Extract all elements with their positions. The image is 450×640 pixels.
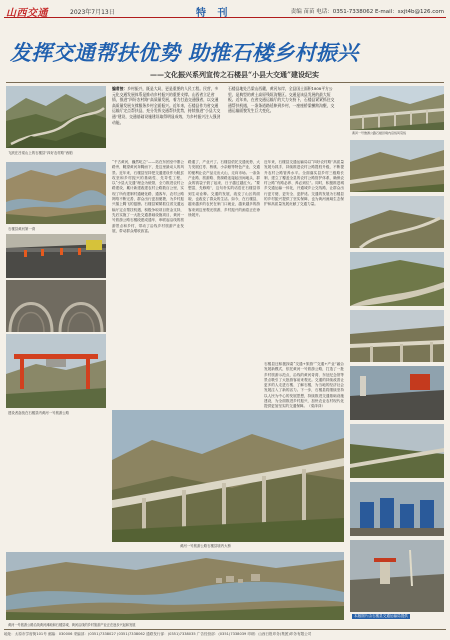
editor-note-label: 编者按： (112, 86, 128, 91)
divider (6, 82, 444, 83)
issue-date: 2023年7月13日 (70, 9, 115, 16)
article-column-4: 石楼县还积极探索“交通+旅游”“交通+产业”融合发展新模式，依托黄河一号旅游公路，打造了一批乡村旅游示范点，沿线的黄河奇湾、东征纪念馆等景点吸引了大批游客前来观光。交通的持续改善让更多的人走进石楼、了解石楼，为当地的经济社会发展注入了新的活力。下一步，石楼县将继续坚持以人民为中心的发展思想，持续推进交通基础设施建设，为全面推进乡村振兴、加快农业农村现代化提供更加坚实的交通保障。（梁泽泽） (264, 362, 344, 408)
photo-right-6 (350, 424, 444, 478)
section-title: 特 刊 (196, 8, 232, 19)
article-column-3: 近年来，石楼县交通运输局以“四好农村路”高质量发展为抓手，持续推进农村公路提档升级，不断提升农村公路管养水平。全面落实县乡村三级路长制，建立了覆盖全县的农村公路管护体系，确保农村公路“有路必养、养必到位”。同时，积极推进城乡交通运输一体化，开通城乡公交线路，让群众出行更方便、更安全、更舒适。交通的发展为石楼县的乡村振兴提供了坚实保障，也为黄河流域生态保护和高质量发展贡献了交通力量。 (264, 160, 344, 207)
photo-right-1 (350, 140, 444, 192)
editor-note-text-2: 石楼县地处吕梁山西麓，黄河东岸，全县国土面积1808平方公里，是典型的黄土高原残垣沟壑区。交通是该县发展的最大短板。近年来，在省交通运输厅的大力支持下，石楼县紧紧抓住交通帮扶机遇，一条条道路延伸到乡村，一座座桥梁横跨沟壑，交通运输面貌发生巨大变化。 (228, 86, 335, 114)
photo-highway-bridge (112, 410, 344, 542)
editor-note-continued (228, 86, 338, 152)
photo-right-3 (350, 252, 444, 306)
photo-right-2 (350, 196, 444, 248)
photo-right-viaduct (350, 86, 444, 130)
photo-mountain-road (6, 86, 106, 148)
editor-note-text: 乡村振兴，既是大局，更是重要的人民工程。民营，多元化交通发展体系是推动乡村振兴的重要支撑。山西省立足省情，推进“四好农村路”高质量发展，着力打造交通强省，以交通高质量发展支撑服务乡村全面振兴。近年来，石楼县作为省交通运输厅定点帮扶县，充分发挥交通帮扶优势，持续推进“小县大交通”建设，交通基础设施建设取得明显成效，为乡村振兴注入强劲动能。 (112, 86, 221, 125)
photo-river-bend (6, 162, 106, 224)
photo-right-5 (350, 366, 444, 420)
newspaper-logo: 山西交通 (6, 8, 48, 19)
page-footer: 地址：太原市学府街101号 邮编：030006 采编部：(0351)7338027 (0351)7338062 通联发行部：(0351)7338035 广告经营部：(0351)7338039 印刷：山西日报印务(集团)印务有限公司 (4, 629, 446, 637)
masthead (4, 4, 446, 18)
photo-caption: 黄河一号旅游公路沿线黄河滩地和石楼县城，黄河沿线的乡村旅游产业正在逐步兴起和发展 (8, 623, 136, 627)
photo-caption: 石楼县黄河第一湾 (8, 227, 36, 231)
photo-caption: 黄河一号旅游公路石楼县境内大桥 (180, 544, 231, 548)
photo-bridge-gantry (6, 334, 106, 408)
photo-right-7 (350, 482, 444, 536)
photo-caption: 黄河一号旅游公路石楼县境内沿线风景线 (352, 131, 407, 135)
editor-note (112, 86, 222, 152)
photo-credit: 本版图片由石楼县交通运输局提供 (354, 614, 408, 618)
editor-info: 责编 苗苗 电话：0351-7338062 E-mail：sxjt4b@126.com (290, 9, 444, 15)
photo-right-4 (350, 310, 444, 362)
photo-yellow-river-town (6, 552, 344, 620)
photo-caption: 建设者奋战在石楼县内黄河一号旅游公路 (8, 411, 70, 415)
photo-right-8 (350, 540, 444, 612)
article-column-1: “千古黄河，巍然屹立”——站在东团至中寨公路旁，眺望黄河奔腾而下，是这里最动人的风景。近年来，石楼县坚持把交通建设作为脱贫攻坚和乡村振兴的基础性、先导性工程，以“小县大交通”理念为统领，全力推进农村公路建设，累计新建改建农村公路数百公里，实现了所有建制村通硬化路、通客车，农村公路网络不断完善，群众出行更加便捷，为乡村振兴插上腾飞的翅膀。石楼县紧紧抓住省交通运输厅定点帮扶机遇，积极争取项目资金支持，先后实施了一大批交通基础设施项目，黄河一号旅游公路石楼段建成通车，串联起沿线的旅游景点和乡村，带动了沿线乡村旅游产业发展，带动群众增收致富。 (112, 160, 184, 233)
photo-road-construction (6, 234, 106, 278)
main-headline: 发挥交通帮扶优势 助推石楼乡村振兴 (10, 41, 359, 65)
photo-tunnel-formwork (6, 280, 106, 332)
article-column-2: 路通了，产业兴了。石楼县依托交通优势，大力发展红枣、核桃、小杂粮等特色产业，交通的便利让农产品走出大山，走向市场。一条条产业路、旅游路、资源路连接起田间地头，群众的钱袋子鼓了起来，日子越过越红火。“要想富，先修路”，这句朴实的话语在石楼县得到生动诠释。交通的发展，改变了山区的面貌，也改变了群众的生活。如今，在石楼县，越来越多的农民在家门口就业，越来越多的游客来到这里观光旅游，乡村振兴的画卷正在徐徐展开。 (188, 160, 260, 217)
photo-caption: 飞跃在吕梁山上的石楼县“四好农村路”西舶 (8, 151, 73, 155)
sub-headline: ——文化振兴系列宣传之石楼县“小县大交通”建设纪实 (150, 70, 320, 79)
